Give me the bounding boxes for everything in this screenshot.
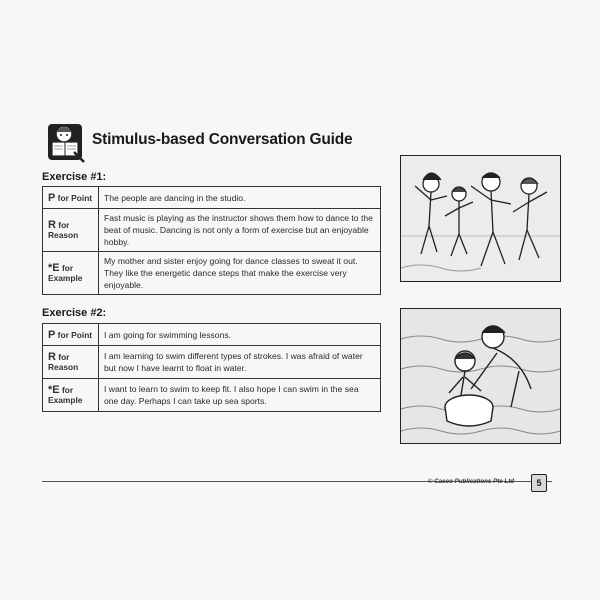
point-text: I am going for swimming lessons. <box>99 324 381 346</box>
table-row <box>43 346 381 379</box>
exercise-1-label: Exercise #1: <box>42 171 107 183</box>
reason-text: I am learning to swim different types of strokes. I was afraid of water but now I have learnt to float in water. <box>99 346 381 379</box>
table-row <box>43 252 381 295</box>
example-key: *E for Example <box>43 252 99 295</box>
point-text: The people are dancing in the studio. <box>99 187 381 209</box>
dance-class-illustration <box>400 155 561 282</box>
example-text: I want to learn to swim to keep fit. I also hope I can swim in the sea one day. Perhaps I can take up sea sports. <box>99 379 381 412</box>
exercise-1-table <box>42 186 381 295</box>
point-key: P for Point <box>43 324 99 346</box>
example-key: *E for Example <box>43 379 99 412</box>
exercise-2-label: Exercise #2: <box>42 307 107 319</box>
swimming-lesson-illustration <box>400 308 561 444</box>
page-title: Stimulus-based Conversation Guide <box>92 131 353 148</box>
table-row <box>43 324 381 346</box>
point-key: P for Point <box>43 187 99 209</box>
table-row <box>43 379 381 412</box>
copyright-text: © Casco Publications Pte Ltd <box>428 478 515 485</box>
reason-text: Fast music is playing as the instructor shows them how to dance to the beat of music. Dancing is not only a form of exercise but an enjoyable hobby. <box>99 209 381 252</box>
table-row <box>43 209 381 252</box>
page-header <box>44 118 353 164</box>
example-text: My mother and sister enjoy going for dance classes to sweat it out. They like the energetic dance steps that make the exercise very enjoyable. <box>99 252 381 295</box>
table-row <box>43 187 381 209</box>
exercise-2-table <box>42 323 381 412</box>
reason-key: R for Reason <box>43 346 99 379</box>
reading-child-icon <box>44 118 88 164</box>
reason-key: R for Reason <box>43 209 99 252</box>
page-number: 5 <box>531 474 547 492</box>
